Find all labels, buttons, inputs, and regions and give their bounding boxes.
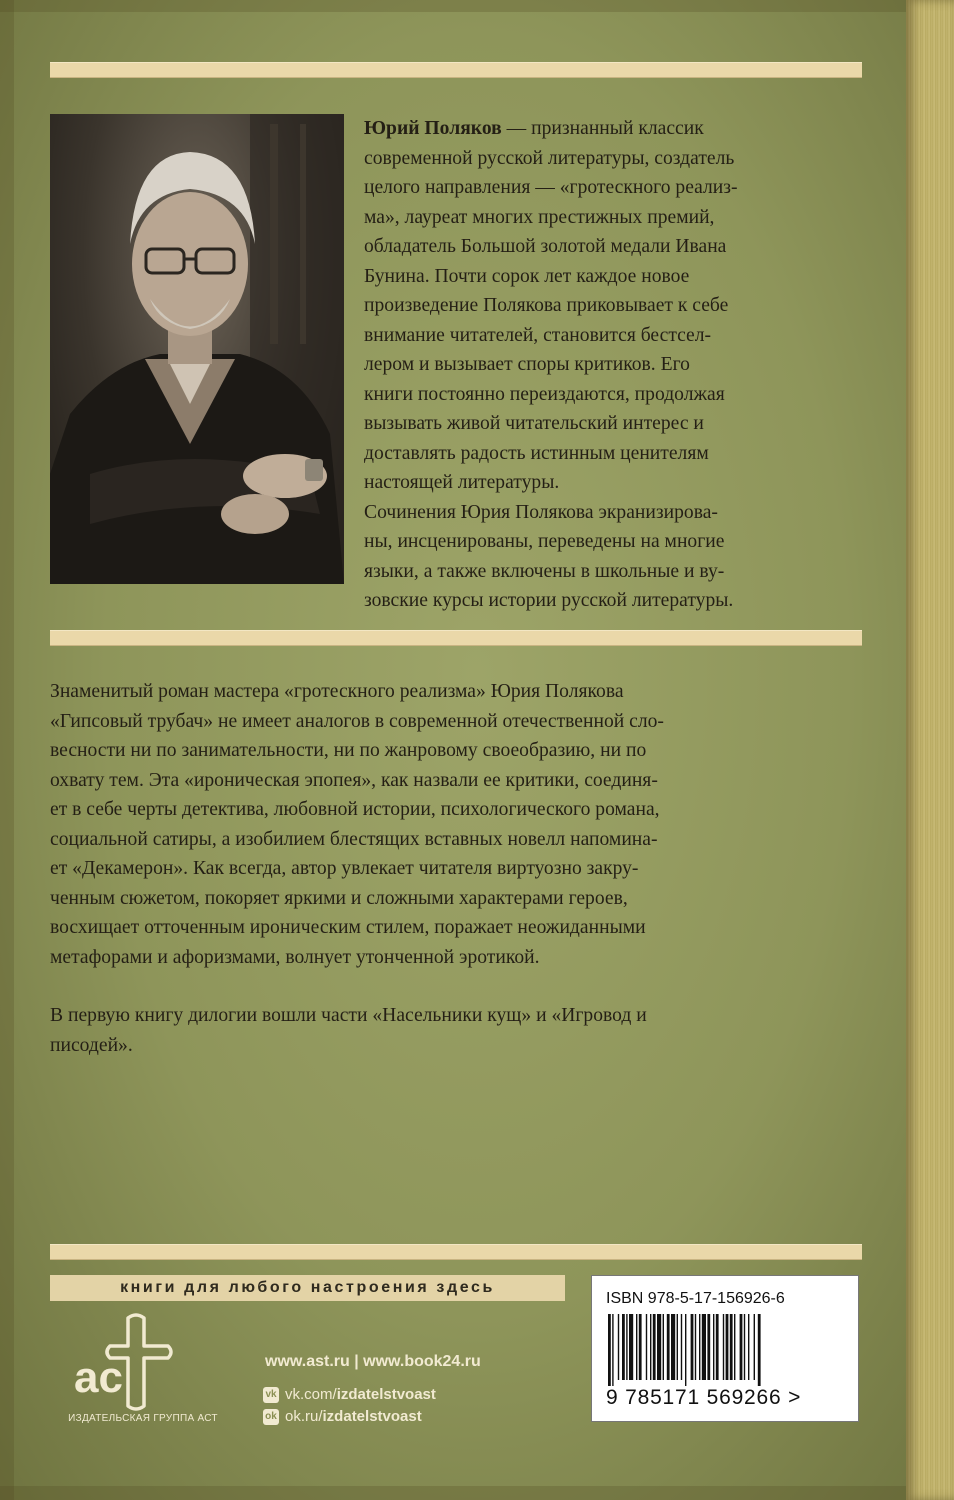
bio-line-1: современной русской литературы, создатель (364, 147, 735, 169)
cover-edge-top (0, 0, 906, 12)
bio-line-10: вызывать живой читательский интерес и (364, 413, 704, 434)
ast-logo (70, 1312, 180, 1417)
bio-line-14: ны, инсценированы, переведены на многие (364, 531, 725, 552)
barcode-bar (626, 1314, 627, 1380)
barcode-bar (608, 1314, 611, 1386)
bio-line-13: Сочинения Юрия Полякова экранизирова- (364, 501, 718, 523)
author-portrait-illustration (50, 114, 344, 584)
book-description (50, 677, 858, 1089)
barcode-bar (618, 1314, 619, 1380)
barcode-bar (726, 1314, 729, 1380)
description-paragraph-2: В первую книгу дилогии вошли части «Насельники кущ» и «Игровод и писодей». (50, 1005, 647, 1056)
barcode-bar (699, 1314, 700, 1380)
author-name: Юрий Поляков (364, 118, 502, 139)
ast-logo-mark (70, 1312, 180, 1412)
barcode-bar (713, 1314, 714, 1380)
bio-line-8: лером и вызывает споры критиков. Его (364, 354, 690, 375)
barcode-bar (754, 1314, 755, 1380)
cover-edge-bottom (0, 1486, 906, 1500)
barcode-bar (657, 1314, 661, 1380)
bio-line-4: обладатель Большой золотой медали Ивана (364, 236, 727, 257)
barcode-bar (646, 1314, 647, 1380)
book-spine (906, 0, 954, 1500)
barcode-bar (653, 1314, 656, 1380)
barcode-bar (650, 1314, 651, 1380)
barcode-bar (629, 1314, 633, 1380)
barcode-bar (730, 1314, 733, 1380)
isbn-digits: 9 785171 569266 > (606, 1386, 802, 1409)
bio-line-0: Юрий Поляков — признанный классик (364, 118, 704, 139)
barcode-bar (685, 1314, 686, 1386)
barcode-bar (636, 1314, 637, 1380)
barcode-bar (622, 1314, 625, 1380)
barcode-bar (716, 1314, 719, 1380)
top-divider (50, 62, 862, 78)
middle-divider (50, 630, 862, 646)
ok-icon: ok (263, 1409, 279, 1425)
publisher-caption: ИЗДАТЕЛЬСКАЯ ГРУППА АСТ (68, 1413, 218, 1424)
cover-edge-left (0, 0, 14, 1500)
barcode-bar (671, 1314, 675, 1380)
barcode-bar (702, 1314, 706, 1380)
barcode-bar (707, 1314, 710, 1380)
bio-line-9: книги постоянно переиздаются, продолжая (364, 383, 725, 405)
barcode-bar (758, 1314, 761, 1386)
bio-line-2: целого направления — «гротескного реализ- (364, 177, 738, 198)
bio-line-5: Бунина. Почти сорок лет каждое новое (364, 265, 690, 287)
bio-line-11: доставлять радость истинным ценителям (364, 442, 709, 464)
barcode-bar (744, 1314, 745, 1380)
barcode-bar (677, 1314, 678, 1380)
barcode-bar (663, 1314, 664, 1380)
barcode-bar (740, 1314, 743, 1380)
barcode-bar (723, 1314, 724, 1380)
bio-line-12: настоящей литературы. (364, 472, 560, 493)
barcode-bar (681, 1314, 682, 1380)
barcode-bar (695, 1314, 696, 1380)
bio-line-3: ма», лауреат многих престижных премий, (364, 206, 715, 228)
tagline-banner: книги для любого настроения здесь (50, 1275, 565, 1301)
bottom-divider (50, 1244, 862, 1260)
barcode-bar (748, 1314, 749, 1380)
barcode-graphic (606, 1314, 842, 1386)
barcode-bar (691, 1314, 694, 1380)
logo-text: ас (74, 1353, 123, 1402)
vk-link[interactable]: vk vk.com/izdatelstvoast (263, 1386, 436, 1403)
barcode-bar (639, 1314, 642, 1380)
bio-line-16: зовские курсы истории русской литературы. (364, 590, 734, 611)
bio-line-7: внимание читателей, становится бестсел- (364, 324, 712, 346)
barcode-bar (612, 1314, 613, 1386)
isbn-label: ISBN 978-5-17-156926-6 (606, 1290, 785, 1307)
author-biography (364, 114, 854, 616)
website-links[interactable]: www.ast.ru | www.book24.ru (265, 1353, 481, 1370)
barcode-bar (667, 1314, 670, 1380)
bio-line-6: произведение Полякова приковывает к себе (364, 295, 729, 316)
vk-icon: vk (263, 1387, 279, 1403)
barcode-bar (734, 1314, 735, 1380)
isbn-barcode-block (591, 1275, 859, 1422)
description-paragraph-1: Знаменитый роман мастера «гротескного реализма» Юрия Полякова «Гипсовый трубач» не имеет аналогов в современной отечественной сло- весности ни по занимательности, ни по жанровому своеобразию, ни по охвату тем. Эта «ироническая эпопея», как назвали ее критики, соединя- ет в себе черты детектива, любовной истории, психологического романа, социальной сатиры, а изобилием блестящих вставных новелл напомина- ет «Декамерон». Как всегда, автор увлекает читателя виртуозно закру- ченным сюжетом, покоряет яркими и сложными характерами героев, восхищает отточенным ироническим стилем, поражает неожиданными метафорами и афоризмами, волнует утонченной эротикой. (50, 681, 664, 968)
ok-link[interactable]: ok ok.ru/izdatelstvoast (263, 1408, 422, 1425)
bio-line-15: языки, а также включены в школьные и ву- (364, 560, 725, 582)
author-photo (50, 114, 344, 584)
